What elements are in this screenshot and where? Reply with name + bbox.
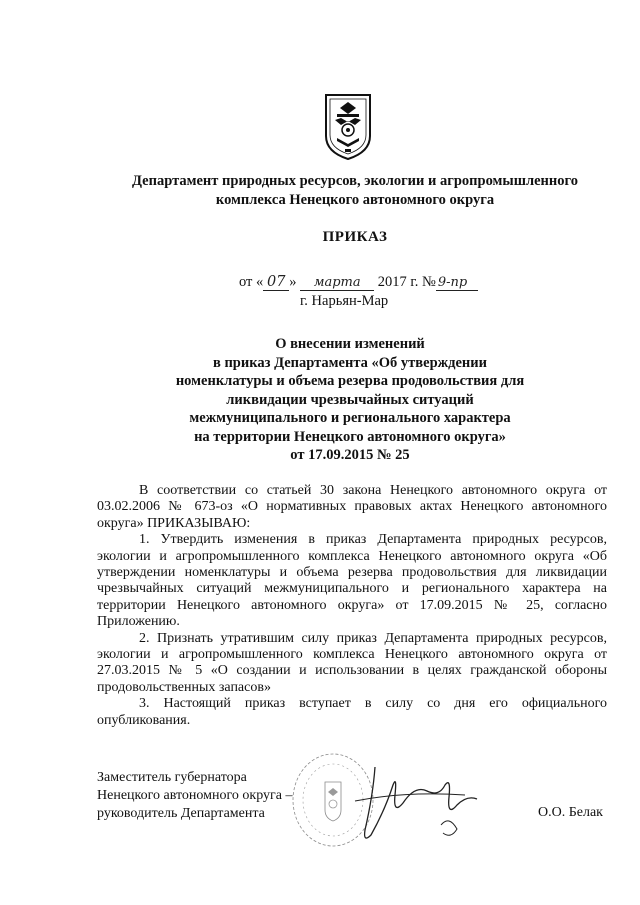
order-body [97, 483, 607, 729]
signatory-title [97, 769, 292, 823]
city-name: г. Нарьян-Мар [300, 293, 389, 309]
order-subject [60, 335, 640, 465]
body-item-1: 1. Утвердить изменения в приказ Департамента природных ресурсов, экологии и агропромышленного комплекса Ненецкого автономного округа «Об утверждении номенклатуры и объема резерва продовольствия для ликвидации чрезвычайных ситуаций межмуниципального и регионального характера на территории Ненецкого автономного округа» от 17.09.2015 № 25, согласно Приложению. [97, 532, 607, 630]
handwritten-signature [345, 755, 485, 850]
date-day-close: » [289, 274, 297, 290]
body-intro-paragraph: В соответствии со статьей 30 закона Ненецкого автономного округа от 03.02.2006 № 673-оз «О нормативных правовых актах Ненецкого автономного округа» ПРИКАЗЫВАЮ: [97, 483, 607, 531]
coat-of-arms-emblem [323, 92, 373, 162]
subject-line: в приказ Департамента «Об утверждении [213, 354, 487, 371]
subject-line: ликвидации чрезвычайных ситуаций [226, 391, 474, 408]
department-name-line1: Департамент природных ресурсов, экологии и агропромышленного [132, 173, 578, 189]
subject-line: на территории Ненецкого автономного округа» [194, 428, 506, 445]
subject-line: номенклатуры и объема резерва продовольствия для [175, 373, 525, 389]
date-day-handwritten: 07 [263, 275, 289, 291]
signatory-name: О.О. Белак [538, 805, 603, 820]
department-name-line2: комплекса Ненецкого автономного округа [215, 192, 495, 208]
department-name [60, 172, 640, 210]
subject-line: межмуниципального и регионального характера [189, 410, 511, 426]
document-type-title: ПРИКАЗ [322, 229, 388, 245]
date-month-handwritten: марта [300, 275, 374, 291]
body-item-2: 2. Признать утратившим силу приказ Департамента природных ресурсов, экологии и агропромышленного комплекса Ненецкого автономного округа от 27.03.2015 № 5 «О создании и использовании в целях гражданской обороны продовольственных запасов» [97, 630, 607, 695]
order-date-number-line [239, 274, 478, 291]
date-prefix: от « [239, 274, 264, 290]
signatory-title-line3: руководитель Департамента [97, 806, 265, 821]
body-item-3: 3. Настоящий приказ вступает в силу со дня его официального опубликования. [97, 696, 607, 728]
subject-line: от 17.09.2015 № 25 [290, 447, 410, 463]
order-number-handwritten: 9-пр [436, 275, 478, 291]
subject-line: О внесении изменений [275, 336, 425, 352]
signatory-title-line1: Заместитель губернатора [97, 770, 247, 785]
signatory-title-line2: Ненецкого автономного округа – [97, 788, 293, 803]
date-year-text: 2017 г. № [377, 274, 436, 290]
